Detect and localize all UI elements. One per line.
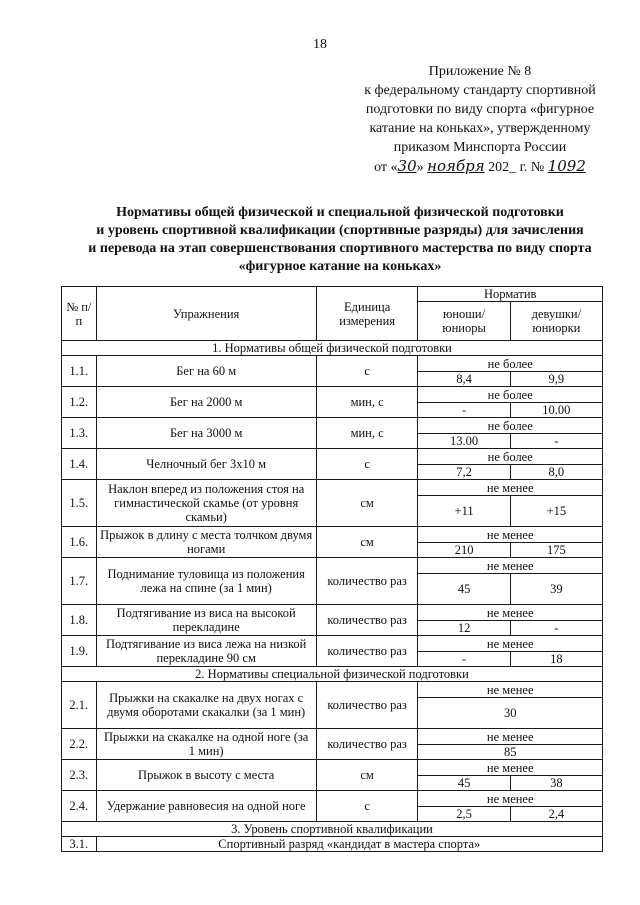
row-value-boys: 13.00: [418, 434, 510, 449]
appendix-header: [340, 62, 620, 177]
row-value-girls: 18: [510, 652, 602, 667]
section-header-row: [62, 341, 603, 356]
handwritten-day: 30: [397, 157, 417, 175]
table-row: [62, 480, 603, 496]
header-norm: Норматив: [418, 287, 603, 302]
order-date-line: [340, 157, 620, 177]
row-value-girls: 39: [510, 574, 602, 605]
row-value-girls: +15: [510, 496, 602, 527]
row-value-boys: 8,4: [418, 372, 510, 387]
row-unit: см: [316, 760, 418, 791]
row-condition: не менее: [418, 605, 603, 621]
table-row: [62, 449, 603, 465]
row-unit: количество раз: [316, 605, 418, 636]
page-number: 18: [313, 37, 327, 52]
row-value-boys: 7,2: [418, 465, 510, 480]
row-condition: не более: [418, 387, 603, 403]
row-unit: см: [316, 480, 418, 527]
row-unit: количество раз: [316, 682, 418, 729]
row-unit: количество раз: [316, 729, 418, 760]
row-unit: с: [316, 356, 418, 387]
row-number: 1.2.: [62, 387, 97, 418]
section-header-row: [62, 667, 603, 682]
row-value-boys: 210: [418, 543, 510, 558]
row-value-girls: 9,9: [510, 372, 602, 387]
date-year: 202_ г. №: [488, 160, 545, 175]
row-value-girls: 2,4: [510, 807, 602, 822]
row-number: 1.5.: [62, 480, 97, 527]
row-number: 1.8.: [62, 605, 97, 636]
row-number: 1.1.: [62, 356, 97, 387]
row-value-girls: 8,0: [510, 465, 602, 480]
row-unit: с: [316, 449, 418, 480]
row-condition: не менее: [418, 682, 603, 698]
section-title: 1. Нормативы общей физической подготовки: [62, 341, 603, 356]
row-exercise: Прыжки на скакалке на одной ноге (за 1 мин): [96, 729, 316, 760]
row-unit: мин, с: [316, 418, 418, 449]
row-number: 1.6.: [62, 527, 97, 558]
title-line: «фигурное катание на коньках»: [238, 259, 442, 274]
row-exercise: Бег на 60 м: [96, 356, 316, 387]
header-girls: девушки/ юниорки: [510, 302, 602, 341]
row-condition: не менее: [418, 791, 603, 807]
row-number: 1.4.: [62, 449, 97, 480]
row-value-combined: 85: [418, 745, 603, 760]
row-exercise: Челночный бег 3х10 м: [96, 449, 316, 480]
table-row: [62, 760, 603, 776]
row-exercise: Наклон вперед из положения стоя на гимнастической скамье (от уровня скамьи): [96, 480, 316, 527]
row-number: 2.1.: [62, 682, 97, 729]
row-condition: не менее: [418, 636, 603, 652]
appendix-line: приказом Минспорта России: [393, 140, 567, 155]
norms-table: [61, 286, 603, 852]
row-unit: количество раз: [316, 558, 418, 605]
row-condition: не менее: [418, 527, 603, 543]
row-value-combined: 30: [418, 698, 603, 729]
section-title: 3. Уровень спортивной квалификации: [62, 822, 603, 837]
row-condition: не более: [418, 418, 603, 434]
table-row: [62, 418, 603, 434]
row-number: 1.9.: [62, 636, 97, 667]
row-value-girls: 175: [510, 543, 602, 558]
row-exercise: Подтягивание из виса лежа на низкой перекладине 90 см: [96, 636, 316, 667]
row-condition: не менее: [418, 480, 603, 496]
table-row: [62, 791, 603, 807]
table-row: [62, 605, 603, 621]
title-line: и перевода на этап совершенствования спортивного мастерства по виду спорта: [88, 241, 592, 256]
row-exercise: Прыжок в высоту с места: [96, 760, 316, 791]
row-unit: мин, с: [316, 387, 418, 418]
row-exercise: Прыжки на скакалке на двух ногах с двумя оборотами скакалки (за 1 мин): [96, 682, 316, 729]
appendix-line: к федеральному стандарту спортивной: [364, 83, 596, 98]
title-line: и уровень спортивной квалификации (спортивные разряды) для зачисления: [96, 223, 584, 238]
table-row: [62, 636, 603, 652]
table-row: [62, 558, 603, 574]
header-unit: Единица измерения: [316, 287, 418, 341]
row-number: 2.2.: [62, 729, 97, 760]
row-value-boys: 45: [418, 574, 510, 605]
row-value-boys: +11: [418, 496, 510, 527]
row-number: 3.1.: [62, 837, 97, 852]
row-condition: не более: [418, 449, 603, 465]
table-row: [62, 356, 603, 372]
row-number: 1.7.: [62, 558, 97, 605]
appendix-title: Приложение № 8: [428, 64, 532, 79]
row-exercise: Бег на 3000 м: [96, 418, 316, 449]
appendix-line: подготовки по виду спорта «фигурное: [365, 102, 595, 117]
row-condition: не менее: [418, 760, 603, 776]
row-unit: количество раз: [316, 636, 418, 667]
handwritten-month: ноября: [427, 157, 485, 175]
section-title: 2. Нормативы специальной физической подготовки: [62, 667, 603, 682]
header-num: № п/п: [62, 287, 97, 341]
table-row: [62, 682, 603, 698]
document-title: [40, 204, 640, 276]
row-value-boys: 45: [418, 776, 510, 791]
row-value-boys: 2,5: [418, 807, 510, 822]
row-condition: не менее: [418, 729, 603, 745]
date-mid: »: [416, 160, 424, 175]
row-number: 2.4.: [62, 791, 97, 822]
row-unit: см: [316, 527, 418, 558]
row-value-girls: 38: [510, 776, 602, 791]
row-value-boys: -: [418, 652, 510, 667]
date-prefix: от «: [374, 160, 398, 175]
table-row: [62, 837, 603, 852]
row-unit: с: [316, 791, 418, 822]
row-exercise: Удержание равновесия на одной ноге: [96, 791, 316, 822]
row-value-boys: 12: [418, 621, 510, 636]
row-condition: не более: [418, 356, 603, 372]
header-boys: юноши/ юниоры: [418, 302, 510, 341]
row-value-girls: -: [510, 621, 602, 636]
row-value-boys: -: [418, 403, 510, 418]
table-row: [62, 387, 603, 403]
row-number: 1.3.: [62, 418, 97, 449]
table-row: [62, 527, 603, 543]
table-row: [62, 729, 603, 745]
row-exercise: Прыжок в длину с места толчком двумя ногами: [96, 527, 316, 558]
row-exercise: Подтягивание из виса на высокой перекладине: [96, 605, 316, 636]
row-exercise: Бег на 2000 м: [96, 387, 316, 418]
handwritten-order-number: 1092: [547, 157, 586, 175]
section-header-row: [62, 822, 603, 837]
row-number: 2.3.: [62, 760, 97, 791]
row-exercise: Поднимание туловища из положения лежа на спине (за 1 мин): [96, 558, 316, 605]
title-line: Нормативы общей физической и специальной физической подготовки: [116, 205, 564, 220]
row-full-text: Спортивный разряд «кандидат в мастера спорта»: [96, 837, 602, 852]
row-value-girls: -: [510, 434, 602, 449]
header-exercise: Упражнения: [96, 287, 316, 341]
row-value-girls: 10.00: [510, 403, 602, 418]
row-condition: не менее: [418, 558, 603, 574]
appendix-line: катание на коньках», утвержденному: [369, 121, 591, 136]
